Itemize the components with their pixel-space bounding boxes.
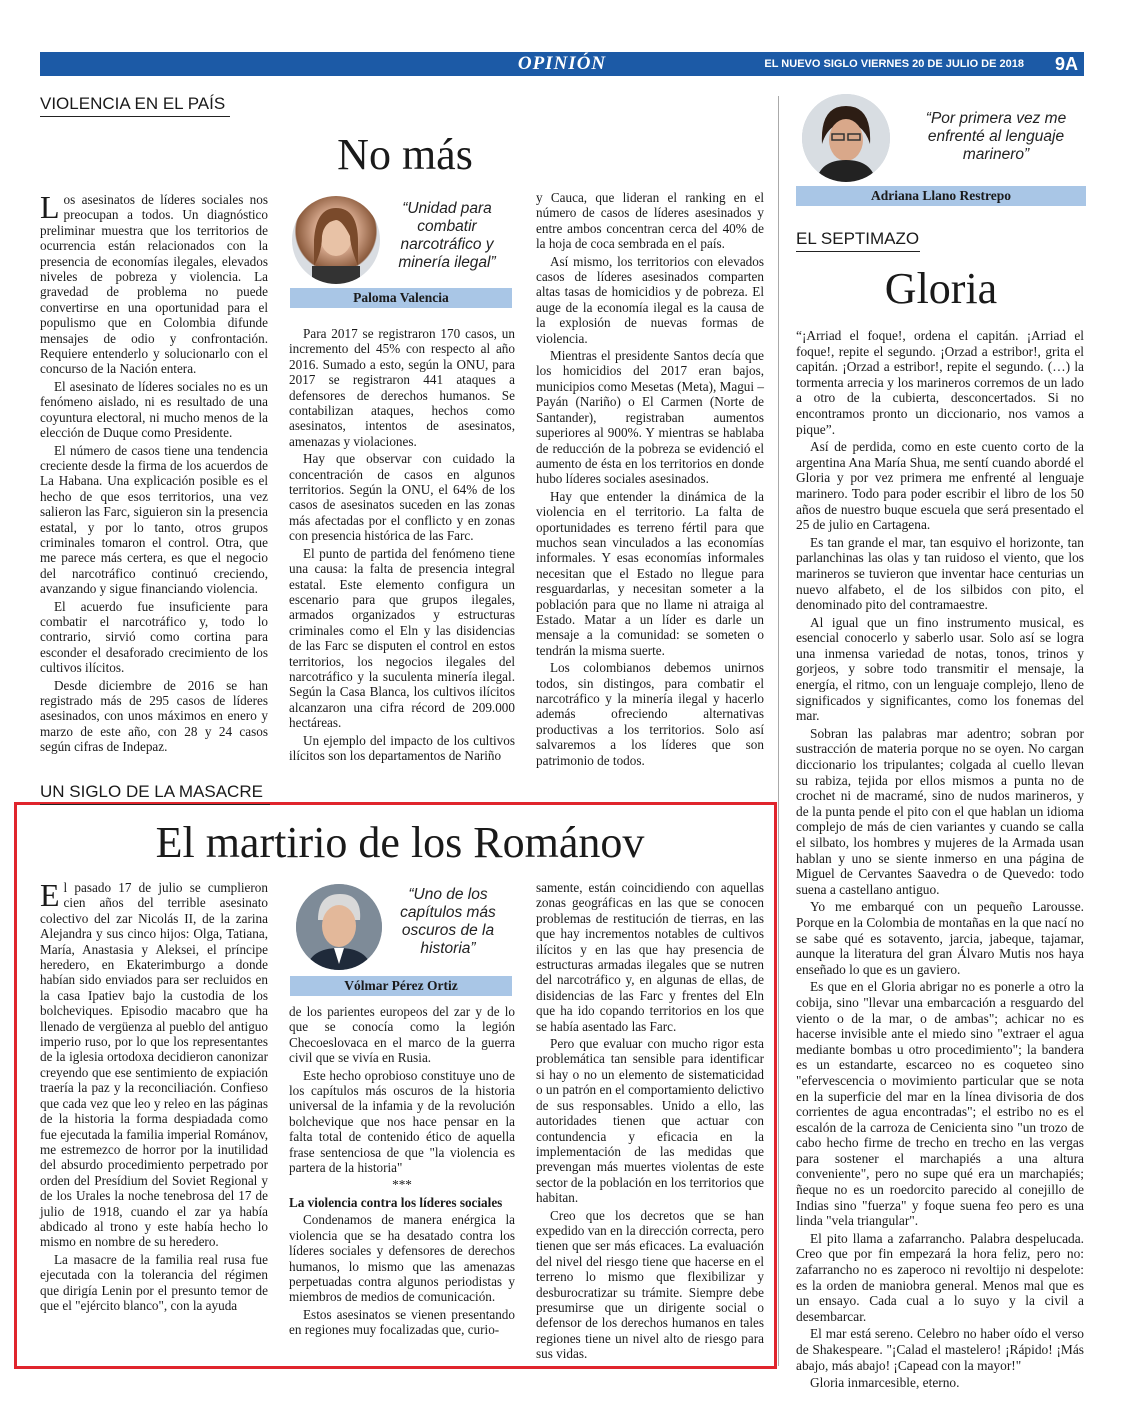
article3-body bbox=[796, 328, 1084, 1393]
dropcap: E bbox=[40, 877, 60, 913]
page-number: 9A bbox=[1054, 54, 1078, 74]
article3-p5: Sobran las palabras mar adentro; sobran por sustracción de materia porque no se oyen. No cargan diccionario los tripulantes; colgada al cuello llevan su rabiza, tejida por ellos mismos a punta no de crochet ni de macramé, sino de nudos marineros, y de la punta pende el pito con el que hablan un idioma complejo de más de cien variantes y cuando se calla el silbato, los hombres y mujeres de la Armada usan hablan y uno se siente inmerso en una página de Miguel de Cervantes Saavedra o de Quevedo: todo suena a castellano antiguo. bbox=[796, 725, 1084, 897]
article1-column-2 bbox=[289, 326, 515, 765]
article2-author-box bbox=[290, 880, 512, 998]
article1-col3-p2: Así mismo, los territorios con elevados casos de líderes asesinados comparten altas tasas de homicidios y de pobreza. El auge de la economía ilegal es la causa de la explosión de nuevas formas de violencia. bbox=[536, 253, 764, 346]
article3-p4: Al igual que un fino instrumento musical, es esencial conocerlo y saberlo usar. Solo así se logra una inmensa variedad de notas, tonos, trinos y gorjeos, y sobre todo transmitir el mensaje, la energía, el ritmo, con un lenguaje complejo, lleno de significados y significantes, como los fonemas del mar. bbox=[796, 614, 1084, 724]
article2-column-3 bbox=[536, 880, 764, 1364]
article3-p7: Es que en el Gloria abrigar no es ponerle a otro la cobija, sino "llevar una embarcación a resguardo del viento o de la mar, o de ambas"; achicar no es hacerse invisible ante el miedo sino "extraer el agua mediante bombas u otro procedimiento"; la bandera es un estandarte, escarceo no es coqueteo sino "efervescencia o movimiento particular que se nota en la superficie del mar en la línea divisoria de dos corrientes de agua encontradas"; el estribo no es el escalón de la carroza de Cenicienta sino "un trozo de cabo hecho firme de trecho en trecho en las vergas para sostener el marchapiés a una altura conveniente", pero no supe qué era un marchapiés; ñeque no es un roedorcito parecido al conejillo de Indias sino "fuerza" y foque suena feo pero es una linda "vela triangular". bbox=[796, 979, 1084, 1229]
article2-col3-p1: samente, están coincidiendo con aquellas zonas geográficas en las que se conocen problemas de restitución de tierras, en las que hay incrementos notables de cultivos ilícitos y en las que hay presencia de estructuras armadas ilegales que se nutren del narcotráfico y, en algunas de ellas, de disidencias de las Farc y frentes del Eln que ha ido copando territorios en los que se había asentado las Farc. bbox=[536, 880, 764, 1034]
article3-pullquote: “Por primera vez me enfrenté al lenguaje marinero” bbox=[925, 110, 1067, 163]
article3-p2: Así de perdida, como en este cuento corto de la argentina Ana María Shua, me sentí cuando abordé el Gloria y por vez primera me enfrenté al lenguaje marinero. Todo para poder escribir el libro de los 50 años de nuestro buque escuela que será presentado el 25 de julio en Cartagena. bbox=[796, 439, 1084, 533]
article2-col1-p2: La masacre de la familia real rusa fue ejecutada con la tolerancia del régimen que dirigía Lenin por el presunto temor de que el "ejército blanco", con la ayuda bbox=[40, 1251, 268, 1313]
article3-author-name: Adriana Llano Restrepo bbox=[796, 186, 1086, 206]
article1-col1-p3: El número de casos tiene una tendencia creciente desde la firma de los acuerdos de La Habana. Una explicación posible es el hecho de que esos territorios, una vez salieron las Farc, siguieron sin la presencia estatal, y por lo tanto, otros grupos criminales tomaron el control. Otra, que me parece más certera, es que el negocio del narcotráfico continuó creciendo, avanzando y sigue financiando violencia. bbox=[40, 442, 268, 597]
article2-col1-p1: El pasado 17 de julio se cumplieron cien años del terrible asesinato colectivo del zar Nicolás II, de la zarina Alejandra y sus cinco hijos: Olga, Tatiana, María, Anastasia y Aleksei, el príncipe heredero, en Ekaterimburgo a donde habían sido enviados para ser recluidos en la casa Ipatiev bajo la custodia de los bolcheviques. Episodio macabro que ha llenado de vergüenza al pueblo del antiguo imperio ruso, por lo que los representantes de la iglesia ortodoxa decidieron canonizar creyendo que ese sentimiento de expiación traería la paz y la reconciliación. Confieso que cada vez que leo y releo en las páginas de la historia la forma despiadada como fue ejecutada la familia imperial Románov, me estremezco de horror por la inutilidad del absurdo procedimiento perpetrado por orden del Presídium del Soviet Regional y de los Urales la noche tenebrosa del 17 de julio de 1918, cuando el zar ya había abdicado al trono y este había hecho lo mismo en nombre de su heredero. bbox=[40, 877, 268, 1250]
article2-column-2 bbox=[289, 1004, 515, 1340]
article1-col3-p5: Los colombianos debemos unirnos todos, sin distingos, para combatir el narcotráfico y la minería ilegal y hacerlo además ofreciendo alternativas productivas a los territorios. Solo así salvaremos a los líderes que son patrimonio de todos. bbox=[536, 660, 764, 768]
separator-stars: *** bbox=[392, 1177, 412, 1193]
article1-col1-p5: Desde diciembre de 2016 se han registrado más de 295 casos de líderes asesinados, con unos máximos en enero y marzo de este año, con 28 y 24 casos según cifras de Indepaz. bbox=[40, 677, 268, 755]
article1-col3-p1: y Cauca, que lideran el ranking en el número de casos de líderes asesinados y entre ambos concentran cerca del 40% de la hoja de coca sembrada en el país. bbox=[536, 190, 764, 252]
article1-author-box bbox=[290, 190, 512, 310]
article2-subhead: La violencia contra los líderes sociales bbox=[289, 1194, 503, 1210]
article1-col1-p1: Los asesinatos de líderes sociales nos preocupan a todos. Un diagnóstico preliminar muestra que los territorios de ocurrencia están relacionados con la presencia de economías ilegales, elevados niveles de pobreza y violencia. La gravedad de problema no puede convertirse en una oportunidad para el populismo que en Colombia difunde mensajes de odio y confrontación. Requiere entenderlo y solucionarlo con el concurso de la Nación entera. bbox=[40, 189, 268, 377]
section-label: OPINIÓN bbox=[517, 53, 607, 74]
article1-col1-p2: El asesinato de líderes sociales no es un fenómeno aislado, ni es resultado de una coyuntura electoral, ni mucho menos de la elección de Duque como Presidente. bbox=[40, 378, 268, 441]
article3-p6: Yo me embarqué con un pequeño Larousse. Porque en la Colombia de montañas en la que nací no se sabe qué es sotavento, jarcia, jabeque, tajamar, aunque la literatura del gran Álvaro Mutis nos haya enseñado lo que es un gaviero. bbox=[796, 899, 1084, 977]
masthead-date: EL NUEVO SIGLO VIERNES 20 DE JULIO DE 2018 bbox=[764, 58, 1024, 70]
article1-kicker: VIOLENCIA EN EL PAÍS bbox=[40, 94, 230, 117]
article1-pullquote: “Unidad para combatir narcotráfico y minería ilegal” bbox=[398, 200, 496, 271]
article2-col3-p2: Pero que evaluar con mucho rigor esta problemática tan sensible para identificar si hay o no un elemento de sistematicidad o un patrón en el comportamiento delictivo de sus responsables. Unido a ello, las autoridades tienen que actuar con contundencia y eficacia en la implementación de las medidas que prevengan más muertes violentas de este sector de la población en los territorios que habitan. bbox=[536, 1036, 764, 1206]
article1-col3-p3: Mientras el presidente Santos decía que los homicidios del 2017 eran bajos, municipios como Mesetas (Meta), Magui – Payán (Nariño) o El Carmen (Norte de Santander), registraban aumentos superiores al 900%. Y mientras se hablaba de reducción de la pobreza se evidenció el aumento de ésta en los territorios en donde hubo líderes sociales asesinados. bbox=[536, 348, 764, 487]
article2-col2-p5: Condenamos de manera enérgica la violencia que se ha desatado contra los líderes sociales y defensores de derechos humanos, lo mismo que las amenazas perpetuadas contra algunos periodistas y miembros de medios de comunicación. bbox=[289, 1212, 515, 1305]
author-photo-volmar bbox=[296, 884, 382, 970]
article2-headline: El martirio de los Románov bbox=[155, 818, 645, 867]
article3-p3: Es tan grande el mar, tan esquivo el horizonte, tan parlanchinas las olas y tan ruidoso el viento, que los marineros se tuvieron que inventar hace centurias un nuevo alfabeto, el de los silbidos con pito, el denominado pito del contramaestre. bbox=[796, 534, 1084, 613]
article1-column-3 bbox=[536, 190, 764, 770]
article3-p10: Gloria inmarcesible, eterno. bbox=[810, 1375, 960, 1391]
article2-pullquote: “Uno de los capítulos más oscuros de la historia” bbox=[400, 886, 496, 957]
article1-col3-p4: Hay que entender la dinámica de la violencia en el territorio. La falta de oportunidades es terreno fértil para que muchos sean vinculados a las economías informales. Y esas economías informales necesitan que el Estado no llegue para resguardarlas, y necesitan someter a la población para que no llame ni atraiga al Estado. Matar a un líder es darle un mensaje a la comunidad: se someten o tendrán la misma suerte. bbox=[536, 488, 764, 658]
article1-headline: No más bbox=[337, 130, 473, 179]
author-photo-paloma bbox=[292, 196, 380, 284]
article3-p8: El pito llama a zafarrancho. Palabra despelucada. Creo que por fin empezará la hora feliz, pero no: zafarrancho no es zaperoco ni revoltijo ni despelote: es la orden de maniobra general. Menos mal que es un ensayo. Cada cual a lo suyo y la civil a desembarcar. bbox=[796, 1230, 1084, 1324]
column-divider bbox=[778, 96, 779, 1366]
article1-author-name: Paloma Valencia bbox=[290, 288, 512, 308]
article1-col2-p2: Hay que observar con cuidado la concentración de casos en algunos territorios. Según la ONU, el 64% de los casos de asesinatos suceden en las zonas más afectadas por el conflicto y en zonas con presencia histórica de las Farc. bbox=[289, 451, 515, 544]
article3-author-box bbox=[796, 94, 1086, 208]
article1-col2-p4: Un ejemplo del impacto de los cultivos ilícitos son los departamentos de Nariño bbox=[289, 732, 515, 763]
article2-author-name: Vólmar Pérez Ortiz bbox=[290, 976, 512, 996]
article3-kicker: EL SEPTIMAZO bbox=[796, 229, 920, 252]
article2-col2-p6: Estos asesinatos se vienen presentando en regiones muy focalizadas que, curio- bbox=[289, 1306, 515, 1338]
article3-headline: Gloria bbox=[884, 264, 998, 313]
article2-col3-p3: Creo que los decretos que se han expedido van en la dirección correcta, pero tienen que ser más eficaces. La evaluación del nivel del riesgo tiene que hacerse en el terreno lo mismo que flexibilizar y desburocratizar su trámite. Siempre debe presumirse que un dirigente social o defensor de los derechos humanos en tales regiones tiene un nivel alto de riesgo para sus vidas. bbox=[536, 1207, 764, 1362]
article2-col2-p2: Este hecho oprobioso constituye uno de los capítulos más oscuros de la historia universal de la infamia y de la revolución bolchevique que nos hace pensar en la falta total de contenido ético de aquella frase sentenciosa de que "la violencia es partera de la historia" bbox=[289, 1067, 515, 1176]
article2-kicker: UN SIGLO DE LA MASACRE bbox=[40, 782, 270, 805]
dropcap: L bbox=[40, 189, 60, 225]
article1-col1-p4: El acuerdo fue insuficiente para combatir el narcotráfico y, todo lo contrario, sirvió como cortina para esconder el desaforado crecimiento de los cultivos ilícitos. bbox=[40, 598, 268, 676]
section-header-bar bbox=[40, 52, 1084, 76]
article1-column-1 bbox=[40, 189, 268, 757]
article2-col2-p1: de los parientes europeos del zar y de lo que se conocía como la legión Checoeslovaca en el marco de la guerra civil que se vivía en Rusia. bbox=[289, 1004, 515, 1066]
article2-column-1 bbox=[40, 877, 268, 1315]
article3-p9: El mar está sereno. Celebro no haber oído el verso de Shakespeare. "¡Calad el mastelero! ¡Rápido! ¡Más abajo, más abajo! ¡Capead con la mayor!" bbox=[796, 1326, 1084, 1373]
article1-col2-p3: El punto de partida del fenómeno tiene una causa: la falta de presencia integral estatal. Este elemento configura un escenario para que grupos ilegales, armados organizados y estructuras criminales como el Eln y las disidencias de las Farc se disputen el control en estos territorios, los negocios ilegales del narcotráfico y la suculenta minería ilegal. Según la Casa Blanca, los cultivos ilícitos alcanzaron una cifra récord de 209.000 hectáreas. bbox=[289, 545, 515, 731]
article1-col2-p1: Para 2017 se registraron 170 casos, un incremento del 45% con respecto al año 2016. Sumado a esto, según la ONU, para 2017 se registraron 441 ataques a defensores de derechos humanos. Se contabilizan ataques, hechos como asesinatos, intentos de asesinatos, amenazas y violaciones. bbox=[289, 326, 515, 449]
article3-p1: “¡Arriad el foque!, ordena el capitán. ¡Arriad el foque!, repite el segundo. ¡Orzad a estribor!, grita el capitán. ¡Orzad a estribor!, repite el segundo. (…) la tormenta arrecia y los marineros corremos de un lado a otro de la cubierta, desconcertados. Si no encontramos pronto un diccionario, nos vamos a pique”. bbox=[796, 328, 1084, 437]
author-photo-adriana bbox=[802, 94, 890, 182]
